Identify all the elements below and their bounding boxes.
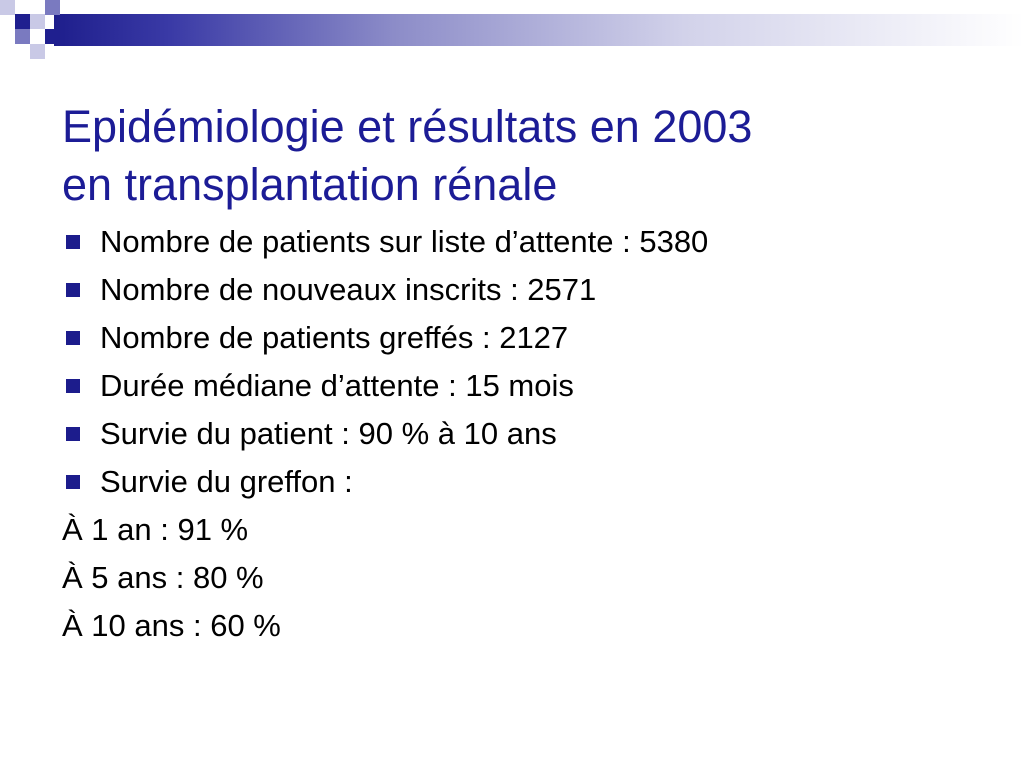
bullet-text: Survie du greffon : xyxy=(100,464,353,499)
bullet-list xyxy=(62,220,982,508)
square-bullet-icon xyxy=(66,379,80,393)
graft-survival-line: À 10 ans : 60 % xyxy=(62,608,281,643)
bullet-item xyxy=(62,412,982,460)
bullet-item xyxy=(62,316,982,364)
decor-square xyxy=(0,0,15,15)
bullet-item xyxy=(62,364,982,412)
decor-square xyxy=(15,14,30,29)
square-bullet-icon xyxy=(66,283,80,297)
title-line: Epidémiologie et résultats en 2003 xyxy=(62,101,753,153)
square-bullet-icon xyxy=(66,235,80,249)
bullet-text: Nombre de nouveaux inscrits : 2571 xyxy=(100,272,597,307)
bullet-text: Durée médiane d’attente : 15 mois xyxy=(100,368,574,403)
title-line: en transplantation rénale xyxy=(62,159,558,211)
square-bullet-icon xyxy=(66,427,80,441)
graft-survival-line: À 1 an : 91 % xyxy=(62,512,249,547)
square-bullet-icon xyxy=(66,331,80,345)
bullet-text: Nombre de patients sur liste d’attente : 5380 xyxy=(100,224,709,259)
bullet-item xyxy=(62,268,982,316)
decor-square xyxy=(45,29,60,44)
bullet-item xyxy=(62,220,982,268)
decor-square xyxy=(30,14,45,29)
decor-square xyxy=(30,44,45,59)
decor-square xyxy=(45,0,60,15)
bullet-text: Nombre de patients greffés : 2127 xyxy=(100,320,569,355)
bullet-item xyxy=(62,460,982,508)
graft-survival-line: À 5 ans : 80 % xyxy=(62,560,264,595)
header-gradient-band xyxy=(54,14,1024,46)
slide-title xyxy=(62,98,982,214)
slide-body xyxy=(62,220,982,652)
decor-square xyxy=(15,29,30,44)
bullet-text: Survie du patient : 90 % à 10 ans xyxy=(100,416,557,451)
square-bullet-icon xyxy=(66,475,80,489)
